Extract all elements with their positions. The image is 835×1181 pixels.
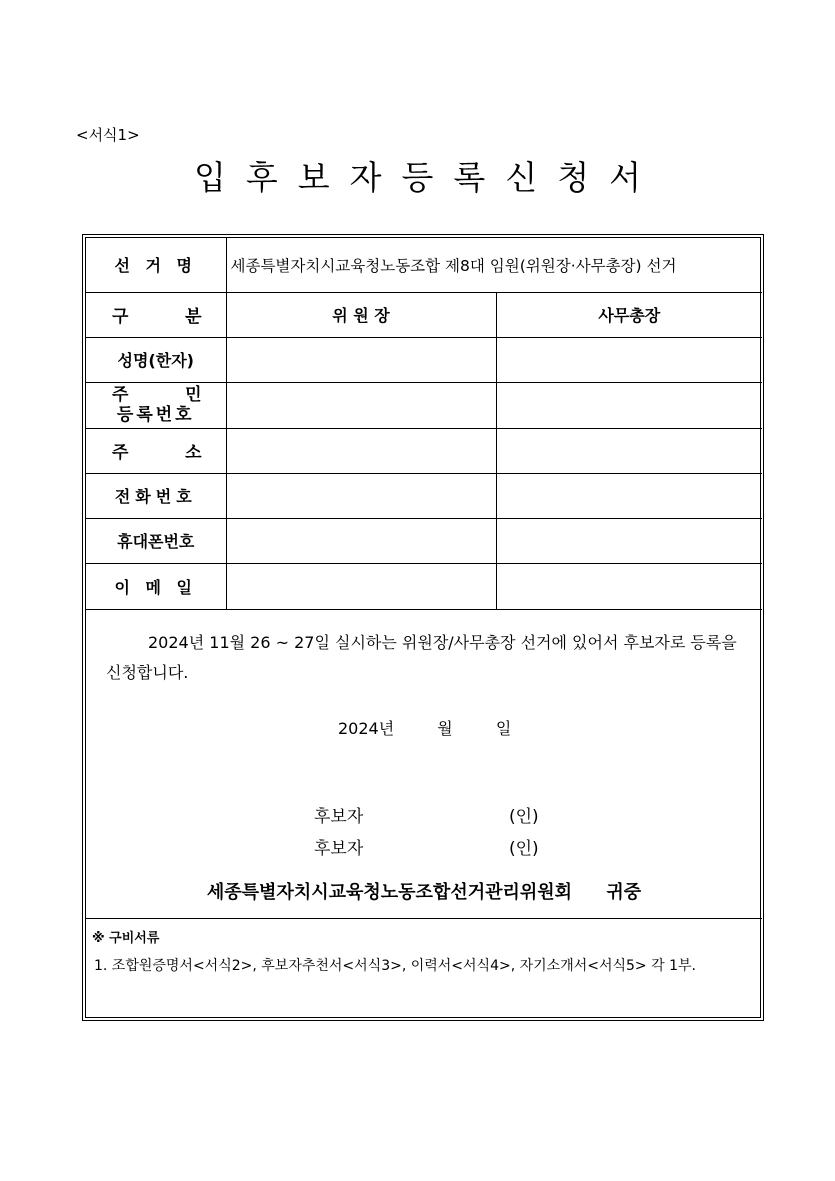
date-year: 2024년	[338, 719, 395, 738]
division-label-part1: 구	[112, 307, 129, 327]
email-label: 이 메 일	[86, 563, 226, 609]
chair-name-field[interactable]	[226, 337, 496, 382]
secretary-resident-number-field[interactable]	[496, 382, 762, 428]
division-label	[86, 292, 226, 337]
candidate-signature-1	[314, 802, 539, 827]
resident-label-part2: 민	[185, 385, 202, 405]
candidate-info-table	[86, 238, 762, 610]
candidate-label: 후보자	[314, 807, 364, 827]
required-documents-item: 1. 조합원증명서<서식2>, 후보자추천서<서식3>, 이력서<서식4>, 자기소개서<서식5> 각 1부.	[94, 958, 696, 974]
chair-mobile-field[interactable]	[226, 518, 496, 563]
secretary-column-header: 사무총장	[496, 292, 762, 337]
chair-resident-number-field[interactable]	[226, 382, 496, 428]
candidate-label: 후보자	[314, 839, 364, 859]
required-documents-title: ※ 구비서류	[92, 931, 160, 946]
address-label-part2: 소	[185, 443, 202, 463]
secretary-name-field[interactable]	[496, 337, 762, 382]
form-number: <서식1>	[76, 126, 140, 144]
chair-column-header: 위 원 장	[226, 292, 496, 337]
secretary-address-field[interactable]	[496, 428, 762, 473]
address-label	[86, 428, 226, 473]
division-label-part2: 분	[185, 307, 202, 327]
required-documents-section	[86, 918, 762, 1017]
phone-label: 전화번호	[86, 473, 226, 518]
resident-number-label	[86, 382, 226, 428]
recipient-org: 세종특별자치시교육청노동조합선거관리위원회	[206, 882, 573, 903]
resident-label-part1: 주	[112, 385, 129, 405]
recipient-honorific: 귀중	[606, 882, 642, 903]
application-form	[82, 234, 764, 1021]
chair-address-field[interactable]	[226, 428, 496, 473]
form-inner-frame	[85, 237, 761, 1018]
mobile-label: 휴대폰번호	[86, 518, 226, 563]
application-statement: 2024년 11월 26 ~ 27일 실시하는 위원장/사무총장 선거에 있어서 후보자로 등록을 신청합니다.	[106, 633, 737, 682]
secretary-mobile-field[interactable]	[496, 518, 762, 563]
name-hanja-label: 성명(한자)	[86, 337, 226, 382]
date-month: 월	[437, 719, 453, 738]
address-label-part1: 주	[112, 443, 129, 463]
application-date	[338, 716, 549, 739]
election-name-label: 선 거 명	[86, 238, 226, 292]
chair-email-field[interactable]	[226, 563, 496, 609]
resident-label-line2: 등록번호	[116, 405, 195, 425]
seal-mark: (인)	[509, 807, 539, 827]
candidate-signature-2	[314, 834, 539, 859]
document-title: 입후보자등록신청서	[194, 158, 661, 197]
seal-mark: (인)	[509, 839, 539, 859]
secretary-phone-field[interactable]	[496, 473, 762, 518]
recipient-line	[86, 878, 762, 904]
election-name-value: 세종특별자치시교육청노동조합 제8대 임원(위원장·사무총장) 선거	[226, 238, 762, 292]
chair-phone-field[interactable]	[226, 473, 496, 518]
date-day: 일	[495, 719, 512, 738]
secretary-email-field[interactable]	[496, 563, 762, 609]
